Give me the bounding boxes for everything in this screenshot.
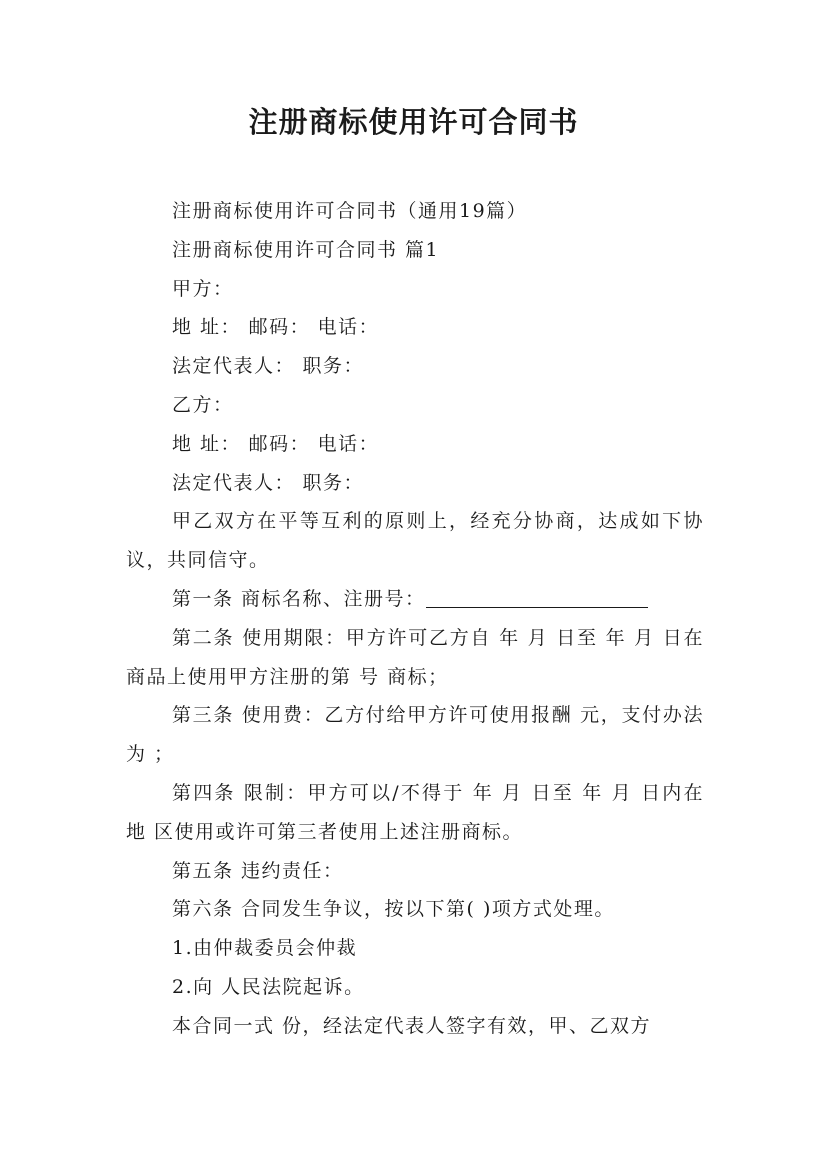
paragraph-with-blank xyxy=(126,580,704,619)
paragraph: 注册商标使用许可合同书（通用19篇） xyxy=(172,200,528,222)
paragraph: 第六条 合同发生争议，按以下第( )项方式处理。 xyxy=(172,898,615,921)
paragraph: 甲方： xyxy=(172,277,234,300)
paragraph-text: 第一条 商标名称、注册号： xyxy=(172,587,426,610)
paragraph: 第四条 限制：甲方可以/不得于 年 月 日至 年 月 日内在地 区使用或许可第三者使用上述注册商标。 xyxy=(126,781,704,843)
paragraph: 地 址： 邮码： 电话： xyxy=(172,432,380,455)
paragraph: 注册商标使用许可合同书 篇1 xyxy=(172,238,440,261)
paragraph: 法定代表人： 职务： xyxy=(172,355,365,378)
paragraph: 第三条 使用费：乙方付给甲方许可使用报酬 元，支付办法为 ； xyxy=(126,704,704,766)
paragraph: 本合同一式 份，经法定代表人签字有效，甲、乙双方 xyxy=(172,1014,652,1037)
document-title: 注册商标使用许可合同书 xyxy=(248,105,579,139)
paragraph: 第二条 使用期限：甲方许可乙方自 年 月 日至 年 月 日在 商品上使用甲方注册的第 号 商标； xyxy=(126,626,704,688)
paragraph: 法定代表人： 职务： xyxy=(172,471,365,494)
paragraph: 甲乙双方在平等互利的原则上，经充分协商，达成如下协议，共同信守。 xyxy=(126,510,704,572)
paragraph: 1.由仲裁委员会仲裁 xyxy=(172,937,358,960)
paragraph: 乙方： xyxy=(172,393,234,416)
paragraph: 第五条 违约责任： xyxy=(172,859,344,882)
document-body xyxy=(126,192,704,1046)
paragraph: 地 址： 邮码： 电话： xyxy=(172,316,380,339)
paragraph: 2.向 人民法院起诉。 xyxy=(172,975,365,998)
fill-in-blank-line xyxy=(426,585,648,608)
